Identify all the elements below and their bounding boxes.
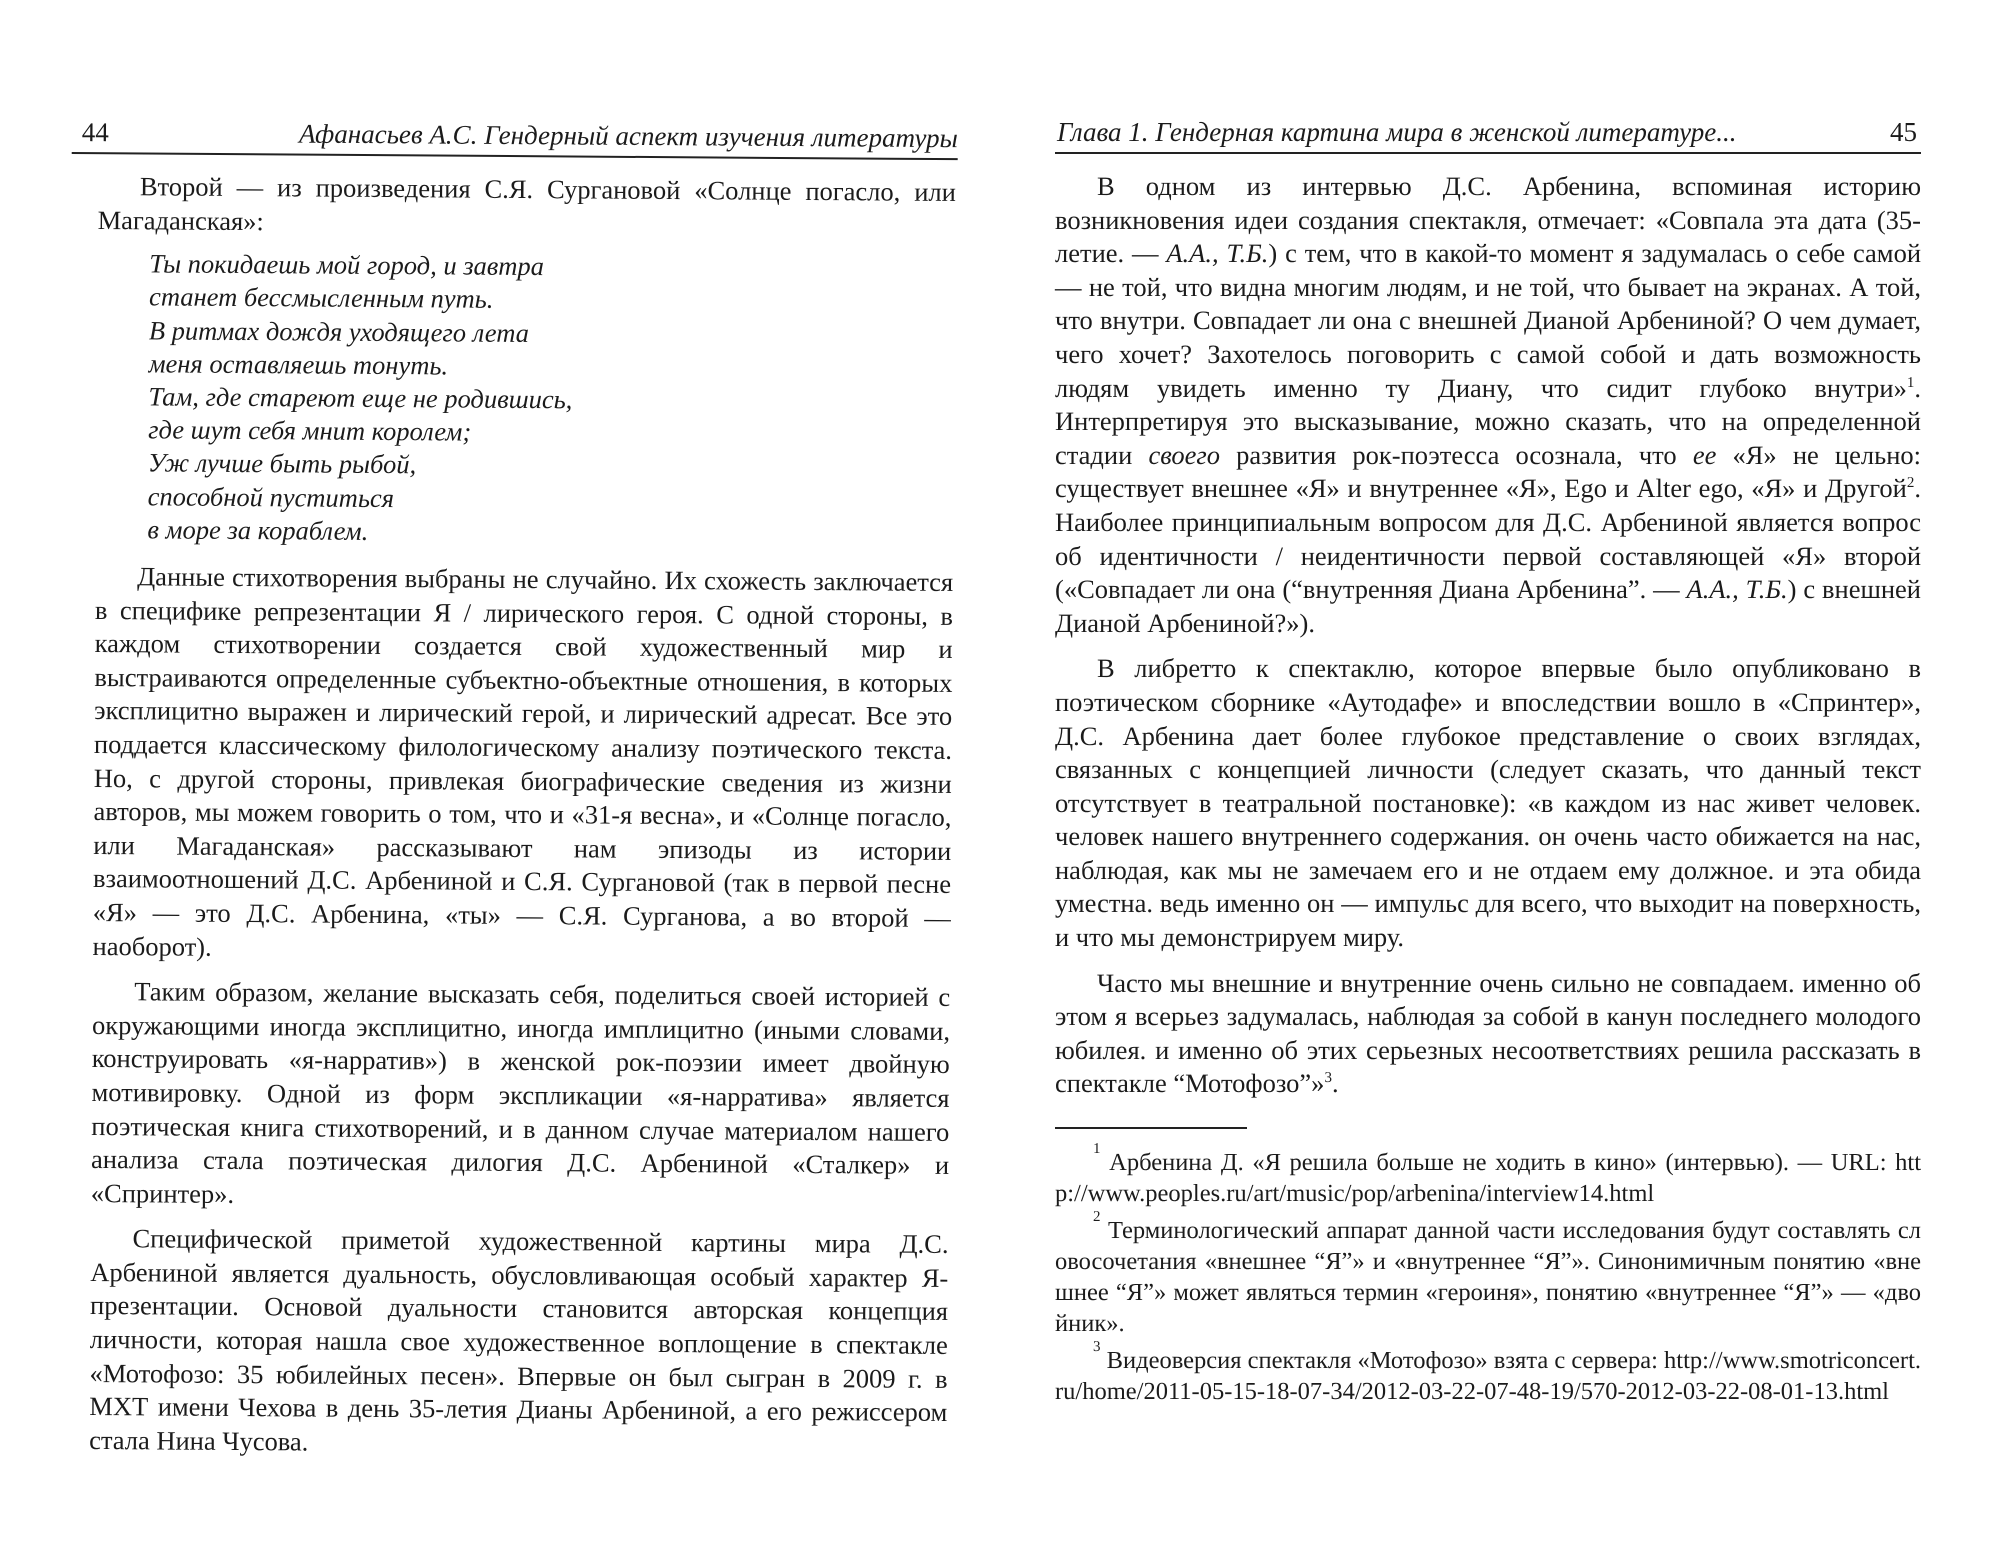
poem-line: В ритмах дождя уходящего лета <box>148 314 530 348</box>
left-running-head: Афанасьев А.С. Гендерный аспект изучения литературы <box>298 118 958 154</box>
body-paragraph: Данные стихотворения выбраны не случайно. Их схожесть заключается в специфике репрезентации Я / лирического героя. С одной стороны, в каждом стихотворении создается свой художественный мир и выстраиваются определенные субъектно-объектные отношения, в которых эксплицитно выражен и лирический герой, и лирический адресат. Все это поддается классическому филологическому анализу поэтического текста. Но, с другой стороны, привлекая биографические сведения из жизни авторов, мы можем говорить о том, что и «31-я весна», и «Солнце погасло, или Магаданская» рассказывают нам эпизоды из истории взаимоотношений Д.С. Арбениной и С.Я. Сургановой (так в первой песне «Я» — это Д.С. Арбенина, «ты» — С.Я. Сурганова, а во второй — наоборот). <box>92 561 954 962</box>
author-initials: А.А., Т.Б. <box>1686 574 1788 605</box>
footnote: $^2$ Терминологический аппарат данной части исследования будут составлять словосочетания «внешнее “Я”» и «внутреннее “Я”». Синонимичным понятию «внешнее “Я”» может являться термин «героиня», понятию «внутреннее “Я”» — «двойник». <box>1055 1209 1921 1338</box>
poem-line: станет бессмысленным путь. <box>149 281 494 315</box>
poem-line: меня оставляешь тонуть. <box>148 348 449 381</box>
left-page-header <box>72 112 958 160</box>
body-paragraph: Часто мы внешние и внутренние очень сильно не совпадаем. именно об этом я всерьез задумалась, наблюдая за собой в канун последнего молодого юбилея. и именно об этих серьезных несоответствиях решила рассказать в спектакле “Мотофозо”»$^3$. <box>1055 967 1921 1099</box>
poem-line: в море за кораблем. <box>147 514 369 546</box>
footnote: $^1$ Арбенина Д. «Я решила больше не ходить в кино» (интервью). — URL: http://www.peoples.ru/art/music/pop/arbenina/interview14.html <box>1055 1141 1922 1208</box>
right-running-head: Глава 1. Гендерная картина мира в женской литературе... <box>1057 117 1737 147</box>
footnote: $^3$ Видеоверсия спектакля «Мотофозо» взята с сервера: http://www.smotriconcert.ru/home/2011-05-15-18-07-34/2012-03-22-07-48-19/570-2012-03-22-08-01-13.html <box>1055 1339 1922 1406</box>
right-page-header <box>1055 112 1921 154</box>
poem-line: Там, где стареют еще не родившись, <box>148 381 573 415</box>
emphasis: своего <box>1148 439 1220 470</box>
footnote-separator <box>1055 1127 1247 1129</box>
right-page-number: 45 <box>1890 117 1917 147</box>
footnote-ref: 2 <box>1906 475 1915 492</box>
emphasis: ее <box>1692 439 1717 470</box>
poem-line: Ты покидаешь мой город, и завтра <box>149 248 545 282</box>
footnote-ref: 1 <box>1906 374 1915 391</box>
poem-line: способной пуститься <box>147 480 395 513</box>
poem-stanza <box>147 248 955 552</box>
poem-intro: Второй — из произведения С.Я. Сургановой «Солнце погасло, или Магаданская»: <box>97 171 956 236</box>
footnote-ref: 3 <box>1324 1070 1332 1087</box>
poem-line: где шут себя мнит королем; <box>148 414 472 447</box>
right-page <box>1000 0 2000 1562</box>
author-initials: А.А., Т.Б. <box>1166 238 1269 269</box>
right-page-body <box>1055 170 1921 1413</box>
body-paragraph: В либретто к спектаклю, которое впервые было опубликовано в поэтическом сборнике «Аутодафе» и впоследствии вошло в «Спринтер», Д.С. Арбенина дает более глубокое представление о своих взглядах, связанных с концепцией личности (следует сказать, что данный текст отсутствует в театральной постановке): «в каждом из нас живет человек. человек нашего внутреннего содержания. он очень часто обижается на нас, наблюдая, как мы не замечаем его и не отдаем ему должное. и эта обида уместна. ведь именно он — импульс для всего, что выходит на поверхность, и что мы демонстрируем миру. <box>1055 653 1921 953</box>
body-paragraph: В одном из интервью Д.С. Арбенина, вспоминая историю возникновения идеи создания спектакля, отмечает: «Совпала эта дата (35-летие. — А.А., Т.Б.) с тем, что в какой-то момент я задумалась о себе самой — не той, что видна многим людям, и не той, что бывает на экранах. А той, что внутри. Совпадает ли она с внешней Дианой Арбениной? О чем думает, чего хочет? Захотелось поговорить с самой собой и дать возможность людям увидеть именно ту Диану, что сидит глубоко внутри»$^1$. Интерпретируя это высказывание, можно сказать, что на определенной стадии своего развития рок-поэтесса осознала, что ее «Я» не цельно: существует внешнее «Я» и внутреннее «Я», Ego и Alter ego, «Я» и Другой$^2$. Наиболее принципиальным вопросом для Д.С. Арбениной является вопрос об идентичности / неидентичности первой составляющей «Я» второй («Совпадает ли она (“внутренняя Диана Арбенина”. — А.А., Т.Б.) с внешней Дианой Арбениной?»). <box>1055 171 1922 638</box>
poem-line: Уж лучше быть рыбой, <box>147 447 417 480</box>
left-page-body <box>89 170 956 1475</box>
body-paragraph: Специфической приметой художественной картины мира Д.С. Арбениной является дуальность, обусловливающая особый характер Я-презентации. Основой дуальности становится авторская концепция личности, которая нашла свое художественное воплощение в спектакле «Мотофозо: 35 юбилейных песен». Впервые он был сыгран в 2009 г. в МХТ имени Чехова в день 35-летия Дианы Арбениной, а его режиссером стала Нина Чусова. <box>89 1223 949 1457</box>
left-page-number: 44 <box>81 117 109 148</box>
body-paragraph: Таким образом, желание высказать себя, поделиться своей историей с окружающими иногда эксплицитно, иногда имплицитно (иными словами, конструировать «я-нарратив») в женской рок-поэзии имеет двойную мотивировку. Одной из форм экспликации «я-нарратива» является поэтическая книга стихотворений, и в данном случае материалом нашего анализа стала поэтическая дилогия Д.С. Арбениной «Сталкер» и «Спринтер». <box>90 976 951 1209</box>
